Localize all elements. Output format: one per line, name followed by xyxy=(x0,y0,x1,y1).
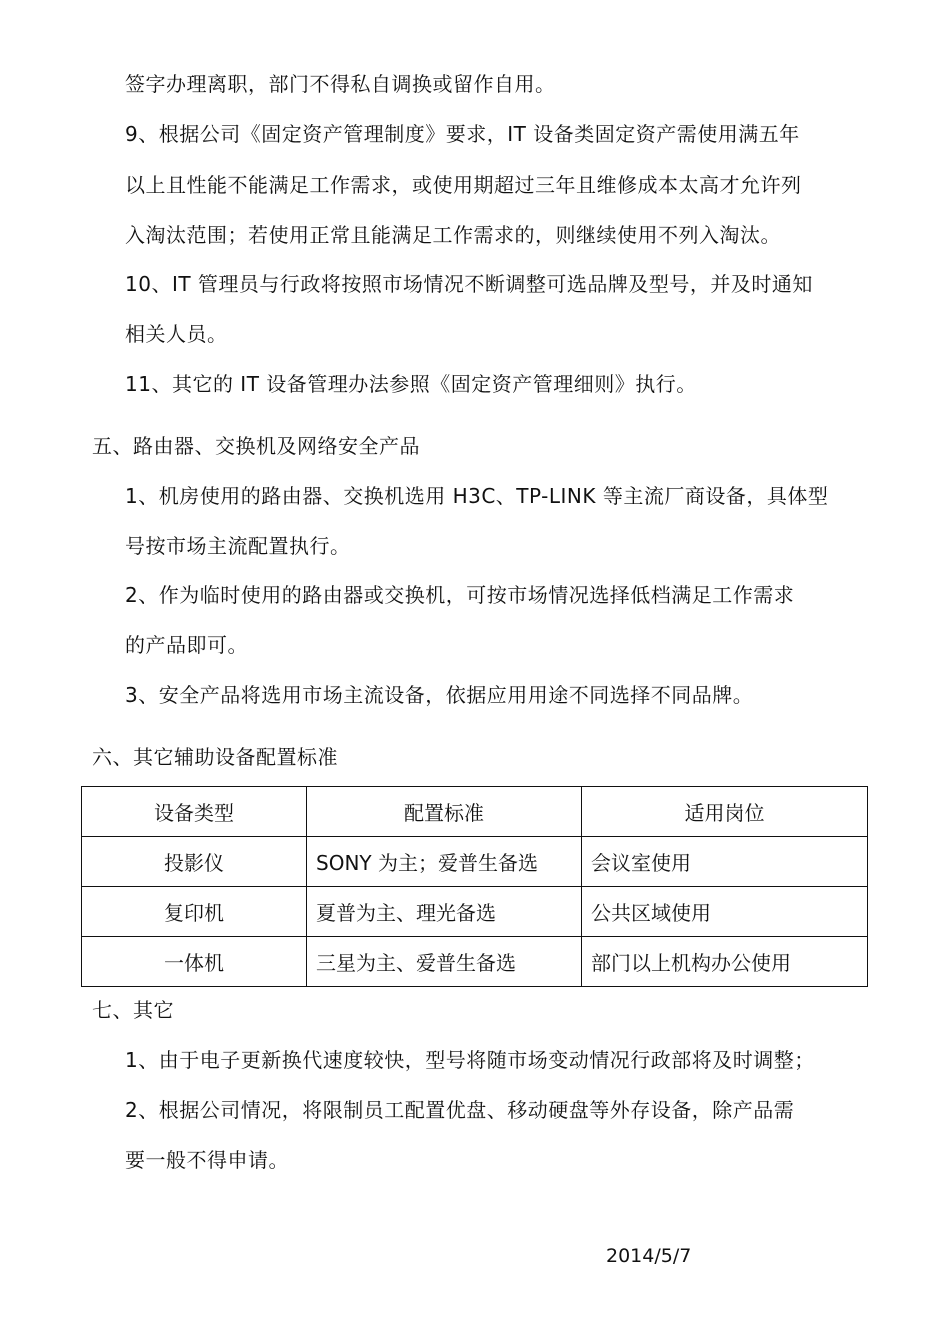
text-line: 要一般不得申请。 xyxy=(125,1148,289,1172)
config-standard-table xyxy=(81,786,868,987)
table-cell: SONY 为主；爱普生备选 xyxy=(307,837,582,887)
text-line: 11、其它的 IT 设备管理办法参照《固定资产管理细则》执行。 xyxy=(125,372,697,396)
text-line: 1、由于电子更新换代速度较快，型号将随市场变动情况行政部将及时调整； xyxy=(125,1048,815,1072)
table-cell: 公共区域使用 xyxy=(582,887,868,937)
section-heading: 六、其它辅助设备配置标准 xyxy=(92,745,338,769)
section-heading: 七、其它 xyxy=(92,998,174,1022)
table-row xyxy=(82,887,868,937)
table-header-row xyxy=(82,787,868,837)
text-line: 3、安全产品将选用市场主流设备，依据应用用途不同选择不同品牌。 xyxy=(125,683,754,707)
table-header-cell: 适用岗位 xyxy=(582,787,868,837)
section-heading: 五、路由器、交换机及网络安全产品 xyxy=(92,434,420,458)
text-line: 相关人员。 xyxy=(125,322,228,346)
text-line: 2、作为临时使用的路由器或交换机，可按市场情况选择低档满足工作需求 xyxy=(125,583,795,607)
table-cell: 夏普为主、理光备选 xyxy=(307,887,582,937)
document-date: 2014/5/7 xyxy=(606,1245,692,1267)
table-cell: 投影仪 xyxy=(82,837,307,887)
text-line: 号按市场主流配置执行。 xyxy=(125,534,351,558)
table-cell: 复印机 xyxy=(82,887,307,937)
text-line: 以上且性能不能满足工作需求，或使用期超过三年且维修成本太高才允许列 xyxy=(125,173,802,197)
table-row xyxy=(82,837,868,887)
text-line: 的产品即可。 xyxy=(125,633,248,657)
text-line: 签字办理离职，部门不得私自调换或留作自用。 xyxy=(125,72,556,96)
text-line: 入淘汰范围；若使用正常且能满足工作需求的，则继续使用不列入淘汰。 xyxy=(125,223,781,247)
text-line: 2、根据公司情况，将限制员工配置优盘、移动硬盘等外存设备，除产品需 xyxy=(125,1098,795,1122)
table-row xyxy=(82,937,868,987)
text-line: 9、根据公司《固定资产管理制度》要求，IT 设备类固定资产需使用满五年 xyxy=(125,122,800,146)
table-cell: 一体机 xyxy=(82,937,307,987)
table-cell: 会议室使用 xyxy=(582,837,868,887)
table-cell: 三星为主、爱普生备选 xyxy=(307,937,582,987)
table-header-cell: 配置标准 xyxy=(307,787,582,837)
text-line: 1、机房使用的路由器、交换机选用 H3C、TP-LINK 等主流厂商设备，具体型 xyxy=(125,484,829,508)
table-header-cell: 设备类型 xyxy=(82,787,307,837)
text-line: 10、IT 管理员与行政将按照市场情况不断调整可选品牌及型号，并及时通知 xyxy=(125,272,813,296)
table-cell: 部门以上机构办公使用 xyxy=(582,937,868,987)
